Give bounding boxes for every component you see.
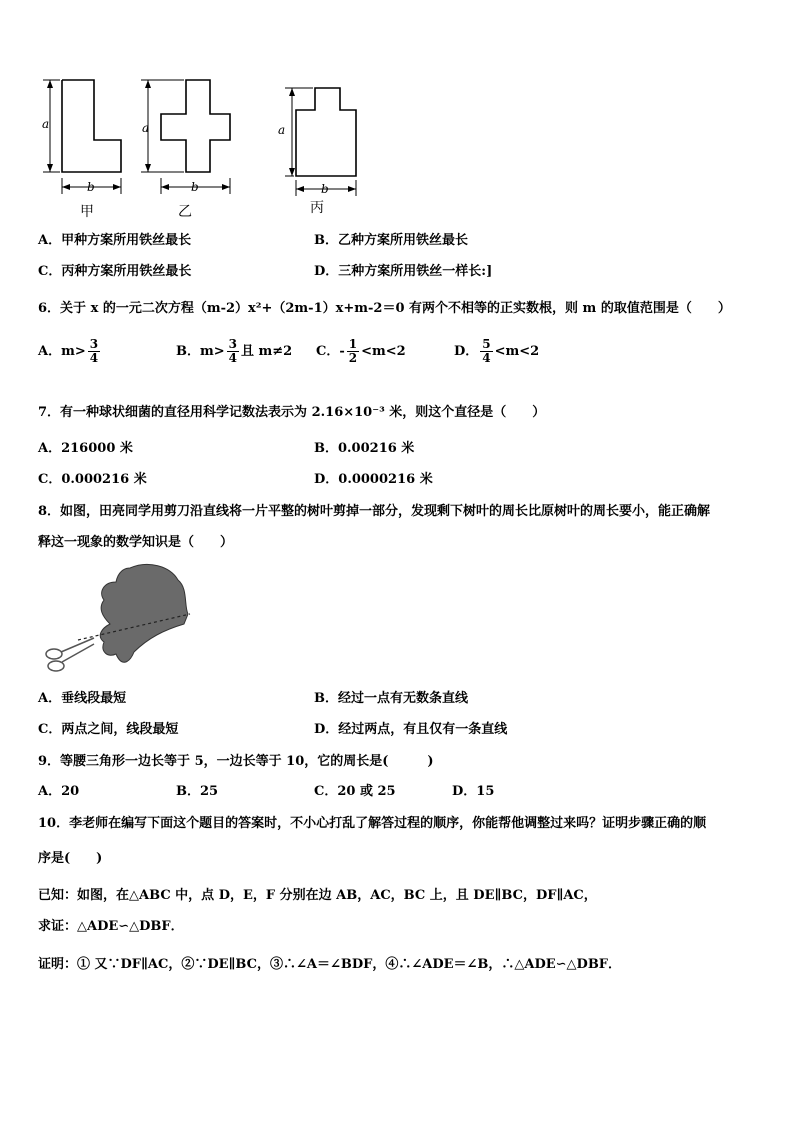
q8-option-d[interactable]: D．经过两点，有且仅有一条直线 <box>314 722 508 737</box>
q6-a-fraction: $\frac{3}{4}$ <box>89 337 99 365</box>
figure-label-bing: 丙 <box>310 200 324 216</box>
q8-option-a[interactable]: A．垂线段最短 <box>38 691 127 706</box>
q9-option-c[interactable]: C．20 或 25 <box>314 784 396 799</box>
dim-a-yi: a <box>142 121 150 135</box>
dim-b-bing: b <box>321 182 329 196</box>
q7-option-c[interactable]: C．0.000216 米 <box>38 472 147 487</box>
q6-c-fraction: $\frac{1}{2}$ <box>348 337 358 365</box>
dim-a-jia: a <box>42 117 50 131</box>
q8-stem-line1: 8．如图，田亮同学用剪刀沿直线将一片平整的树叶剪掉一部分，发现剩下树叶的周长比原树叶的周长要小，能正确解 <box>38 504 711 519</box>
dim-b-jia: b <box>87 180 95 194</box>
q5-option-d[interactable]: D．三种方案所用铁丝一样长:] <box>314 264 493 279</box>
q8-option-c[interactable]: C．两点之间，线段最短 <box>38 722 179 737</box>
q6-option-c[interactable] <box>316 338 406 365</box>
q7-stem: 7．有一种球状细菌的直径用科学记数法表示为 2.16×10⁻³ 米，则这个直径是（ ） <box>38 405 546 420</box>
q10-stem-line2: 序是( ) <box>38 851 103 866</box>
q10-proof: 证明：① 又∵DF∥AC，②∵DE∥BC，③∴∠A＝∠BDF，④∴∠ADE＝∠B，∴△ADE∽△DBF． <box>38 957 622 972</box>
q7-option-b[interactable]: B．0.00216 米 <box>314 441 415 456</box>
figure-label-yi: 乙 <box>178 204 192 220</box>
figure-yi <box>141 80 230 220</box>
q7-option-d[interactable]: D．0.0000216 米 <box>314 472 433 487</box>
q5-option-c[interactable]: C．丙种方案所用铁丝最长 <box>38 264 192 279</box>
figure-jia <box>42 80 121 220</box>
figure-group-q5 <box>30 70 390 220</box>
q7-option-a[interactable]: A．216000 米 <box>38 441 133 456</box>
q10-stem-line1: 10．李老师在编写下面这个题目的答案时，不小心打乱了解答过程的顺序，你能帮他调整过来吗？证明步骤正确的顺 <box>38 816 707 831</box>
q6-option-d[interactable] <box>454 338 539 365</box>
q6-d-suffix: <m<2 <box>494 344 540 359</box>
q6-c-prefix: C．- <box>316 344 345 359</box>
q6-d-fraction: $\frac{5}{4}$ <box>482 337 491 365</box>
q6-option-a[interactable] <box>38 338 102 365</box>
q8-option-b[interactable]: B．经过一点有无数条直线 <box>314 691 468 706</box>
q10-prove: 求证：△ADE∽△DBF． <box>38 919 184 934</box>
q6-b-fraction: $\frac{3}{4}$ <box>228 337 237 365</box>
q9-option-a[interactable]: A．20 <box>38 784 80 799</box>
q6-c-suffix: <m<2 <box>361 344 406 359</box>
q9-stem: 9．等腰三角形一边长等于 5，一边长等于 10，它的周长是( ) <box>38 754 434 769</box>
q6-b-suffix: 且 m≠2 <box>241 344 293 359</box>
q5-option-b[interactable]: B．乙种方案所用铁丝最长 <box>314 233 468 248</box>
q6-d-prefix: D． <box>454 344 479 359</box>
q6-b-prefix: B．m> <box>176 344 225 359</box>
q6-option-b[interactable] <box>176 338 292 365</box>
q8-stem-line2: 释这一现象的数学知识是（ ） <box>38 535 234 550</box>
q10-given: 已知：如图，在△ABC 中，点 D，E，F 分别在边 AB，AC，BC 上，且 DE∥BC，DF∥AC， <box>38 888 597 903</box>
figure-bing <box>278 88 356 216</box>
leaf-scissors-figure <box>38 558 198 682</box>
figure-label-jia: 甲 <box>80 204 94 220</box>
q9-option-b[interactable]: B．25 <box>176 784 219 799</box>
dim-b-yi: b <box>191 180 199 194</box>
q6-a-prefix: A．m> <box>38 344 86 359</box>
q5-option-a[interactable]: A．甲种方案所用铁丝最长 <box>38 233 192 248</box>
scissors-icon <box>46 638 94 671</box>
dim-a-bing: a <box>278 123 286 137</box>
q6-stem: 6．关于 x 的一元二次方程（m-2）x²+（2m-1）x+m-2＝0 有两个不相等的正实数根，则 m 的取值范围是（ ） <box>38 301 731 316</box>
q9-option-d[interactable]: D．15 <box>452 784 495 799</box>
